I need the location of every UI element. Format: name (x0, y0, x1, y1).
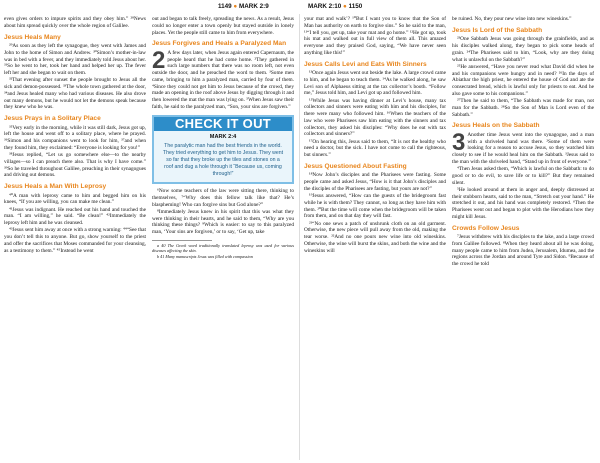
check-it-out-callout (152, 115, 294, 185)
section-heading: Jesus Prays in a Solitary Place (4, 115, 101, 122)
callout-text: The paralytic man had the best friends in the world. They tried everything to get him to Jesus. They went so far that they broke up the tiles and stones on a roof and dug a hole through it “Because us, coming through!” (162, 143, 284, 177)
paragraph: ¹⁵While Jesus was having dinner at Levi’s house, many tax collectors and sinners were eating with him and his disciples, for there were many who followed him. ¹⁶When the teachers of the law who were Pharisees saw him eating with the sinners and tax collectors, they asked his disciples: “Why does he eat with tax collectors and sinners?” (304, 97, 446, 138)
paragraph: your mat and walk’? ¹⁰But I want you to know that the Son of Man has authority on earth to forgive sins.” So he said to the man, ¹¹“I tell you, get up, take your mat and go home.” ¹²He got up, took his mat and walked out in full view of them all. This amazed everyone and they praised God, saying, “We have never seen anything like this!” (304, 16, 446, 56)
paragraph: ⁴³Jesus sent him away at once with a strong warning: ⁴⁴“See that you don’t tell this to anyone. But go, show yourself to the priest and offer the sacrifices that Moses commanded for your cleansing, as a testimony to them.” ⁴⁵Instead he went (4, 227, 146, 254)
section-heading: Jesus Heals a Man With Leprosy (4, 183, 107, 190)
running-reference: MARK 2:9 (238, 3, 269, 10)
paragraph: be ruined. No, they pour new wine into new wineskins.” (452, 16, 572, 22)
section-heading: Jesus Is Lord of the Sabbath (452, 26, 543, 34)
paragraph: out and began to talk freely, spreading the news. As a result, Jesus could no longer enter a town openly but stayed outside in lonely places. Yet the people still came to him from everywhere. (152, 16, 294, 36)
paragraph: ³²That evening after sunset the people brought to Jesus all the sick and demon-possessed. ³³The whole town gathered at the door, ³⁴and Jesus healed many who had various diseases. He also drove out many demons, but he would not let the demons speak because they knew who he was. (4, 77, 146, 111)
paragraph: ²¹“No one sews a patch of unshrunk cloth on an old garment. Otherwise, the new piece will pull away from the old, making the tear worse. ²²And no one pours new wine into old wineskins. Otherwise, the wine will burst the skins, and both the wine and the wineskins will (304, 220, 446, 254)
paragraph: ⁴¹Jesus was indignant. He reached out his hand and touched the man. “I am willing,” he said. “Be clean!” ⁴²Immediately the leprosy left him and he was cleansed. (4, 206, 146, 226)
page-header-right (308, 3, 362, 10)
chapter-number: 3 (452, 128, 466, 156)
paragraph: ⁶Now some teachers of the law were sitting there, thinking to themselves, ⁷“Why does this fellow talk like that? He’s blaspheming! Who can forgive sins but God alone?” (152, 188, 294, 208)
paragraph: ¹³Once again Jesus went out beside the lake. A large crowd came to him, and he began to teach them. ¹⁴As he walked along, he saw Levi son of Alphaeus sitting at the tax collector’s booth. “Follow me,” Jesus told him, and Levi got up and followed him. (304, 70, 446, 97)
paragraph: ¹⁹Jesus answered, “How can the guests of the bridegroom fast while he is with them? They cannot, so long as they have him with them. ²⁰But the time will come when the bridegroom will be taken from them, and on that day they will fast. (304, 193, 446, 220)
section-heading: Jesus Questioned About Fasting (304, 162, 407, 170)
paragraph (452, 128, 594, 166)
paragraph: ³⁵Very early in the morning, while it was still dark, Jesus got up, left the house and went off to a solitary place, where he prayed. ³⁶Simon and his companions went to look for him, ³⁷and when they found him, they exclaimed: “Everyone is looking for you!” (4, 124, 146, 151)
section-heading: Jesus Heals on the Sabbath (452, 122, 540, 130)
text-column-4 (452, 16, 594, 268)
paragraph: even gives orders to impure spirits and they obey him.” ²⁸News about him spread quickly over the whole region of Galilee. (4, 16, 146, 29)
section-heading: Crowds Follow Jesus (452, 224, 520, 232)
paragraph: ²⁹As soon as they left the synagogue, they went with James and John to the home of Simon and Andrew. ³⁰Simon’s mother-in-law was in bed with a fever, and they immediately told Jesus about her. ³¹So he went to her, took her hand and helped her up. The fever left her and she began to wait on them. (4, 43, 146, 76)
text-column-3 (304, 16, 446, 255)
chapter-opening-text: Another time Jesus went into the synagogue, and a man with a shriveled hand was there. ²Some of them were looking for a reason to accuse Jesus, so they watched him closely to see if he would heal him on the Sabbath. ³Jesus said to the man with the shriveled hand, “Stand up in front of everyone.” (452, 131, 594, 165)
paragraph: ²³One Sabbath Jesus was going through the grainfields, and as his disciples walked along, they began to pick some heads of grain. ²⁴The Pharisees said to him, “Look, why are they doing what is unlawful on the Sabbath?” (452, 36, 594, 63)
footnote: a 40 The Greek word traditionally translated leprosy was used for various diseases affecting the skin. (152, 242, 294, 253)
page-number: 1149 (218, 3, 232, 10)
chapter-opening-text: A few days later, when Jesus again entered Capernaum, the people heard that he had come home. ²They gathered in such large numbers that there was no room left, not even outside the door, and he preached the word to them. ³Some men came, bringing to him a paralyzed man, carried by four of them. ⁴Since they could not get him to Jesus because of the crowd, they made an opening in the roof above Jesus by digging through it and then lowered the mat the man was lying on. ⁵When Jesus saw their faith, he said to the paralyzed man, “Son, your sins are forgiven.” (152, 49, 294, 110)
page-number: 1150 (348, 3, 363, 10)
callout-title: CHECK IT OUT (154, 117, 292, 132)
paragraph: ⁴Then Jesus asked them, “Which is lawful on the Sabbath: to do good or to do evil, to save life or to kill?” But they remained silent. (452, 166, 594, 186)
running-reference: MARK 2:10 (308, 3, 342, 10)
paragraph: ⁷Jesus withdrew with his disciples to the lake, and a large crowd from Galilee followed. ⁸When they heard about all he was doing, many people came to him from Judea, Jerusalem, Idumea, and the regions across the Jordan and around Tyre and Sidon. ⁹Because of the crowd he told (452, 234, 594, 267)
chapter-number: 2 (152, 46, 166, 74)
callout-reference: MARK 2:4 (209, 134, 237, 141)
bullet-icon: ● (343, 3, 347, 10)
paragraph: ¹⁸Now John’s disciples and the Pharisees were fasting. Some people came and asked Jesus, “How is it that John’s disciples and the disciples of the Pharisees are fasting, but yours are not?” (304, 172, 446, 192)
section-heading: Jesus Calls Levi and Eats With Sinners (304, 60, 427, 68)
paragraph: ⁵He looked around at them in anger and, deeply distressed at their stubborn hearts, said to the man, “Stretch out your hand.” He stretched it out, and his hand was completely restored. ⁶Then the Pharisees went out and began to plot with the Herodians how they might kill Jesus. (452, 186, 594, 220)
paragraph: ³⁸Jesus replied, “Let us go somewhere else—to the nearby villages—so I can preach there also. That is why I have come.” ³⁹So he traveled throughout Galilee, preaching in their synagogues and driving out demons. (4, 152, 146, 179)
paragraph: ²⁷Then he said to them, “The Sabbath was made for man, not man for the Sabbath. ²⁸So the Son of Man is Lord even of the Sabbath.” (452, 98, 594, 118)
footnote-divider (152, 240, 212, 241)
page-header-left (218, 3, 269, 10)
paragraph: ²⁵He answered, “Have you never read what David did when he and his companions were hungry and in need? ²⁶In the days of Abiathar the high priest, he entered the house of God and ate the consecrated bread, which is lawful only for priests to eat. And he also gave some to his companions.” (452, 63, 594, 97)
footnote: b 41 Many manuscripts Jesus was filled with compassion (157, 253, 253, 259)
paragraph: ⁴⁰A man with leprosy came to him and begged him on his knees, “If you are willing, you can make me clean.” (4, 192, 146, 206)
text-column-1 (4, 16, 146, 255)
paragraph: ¹⁷On hearing this, Jesus said to them, “It is not the healthy who need a doctor, but the sick. I have not come to call the righteous, but sinners.” (304, 138, 446, 158)
paragraph: ⁸Immediately Jesus knew in his spirit that this was what they were thinking in their hearts, and he said to them, “Why are you thinking these things? ⁹Which is easier: to say to this paralyzed man, ‘Your sins are forgiven,’ or to say, ‘Get up, take (152, 208, 294, 235)
section-heading: Jesus Heals Many (4, 33, 61, 41)
page-gutter (299, 14, 300, 460)
paragraph (152, 46, 294, 111)
bullet-icon: ● (233, 3, 238, 10)
text-column-2 (152, 16, 294, 259)
section-heading: Jesus Forgives and Heals a Paralyzed Man (152, 40, 287, 48)
